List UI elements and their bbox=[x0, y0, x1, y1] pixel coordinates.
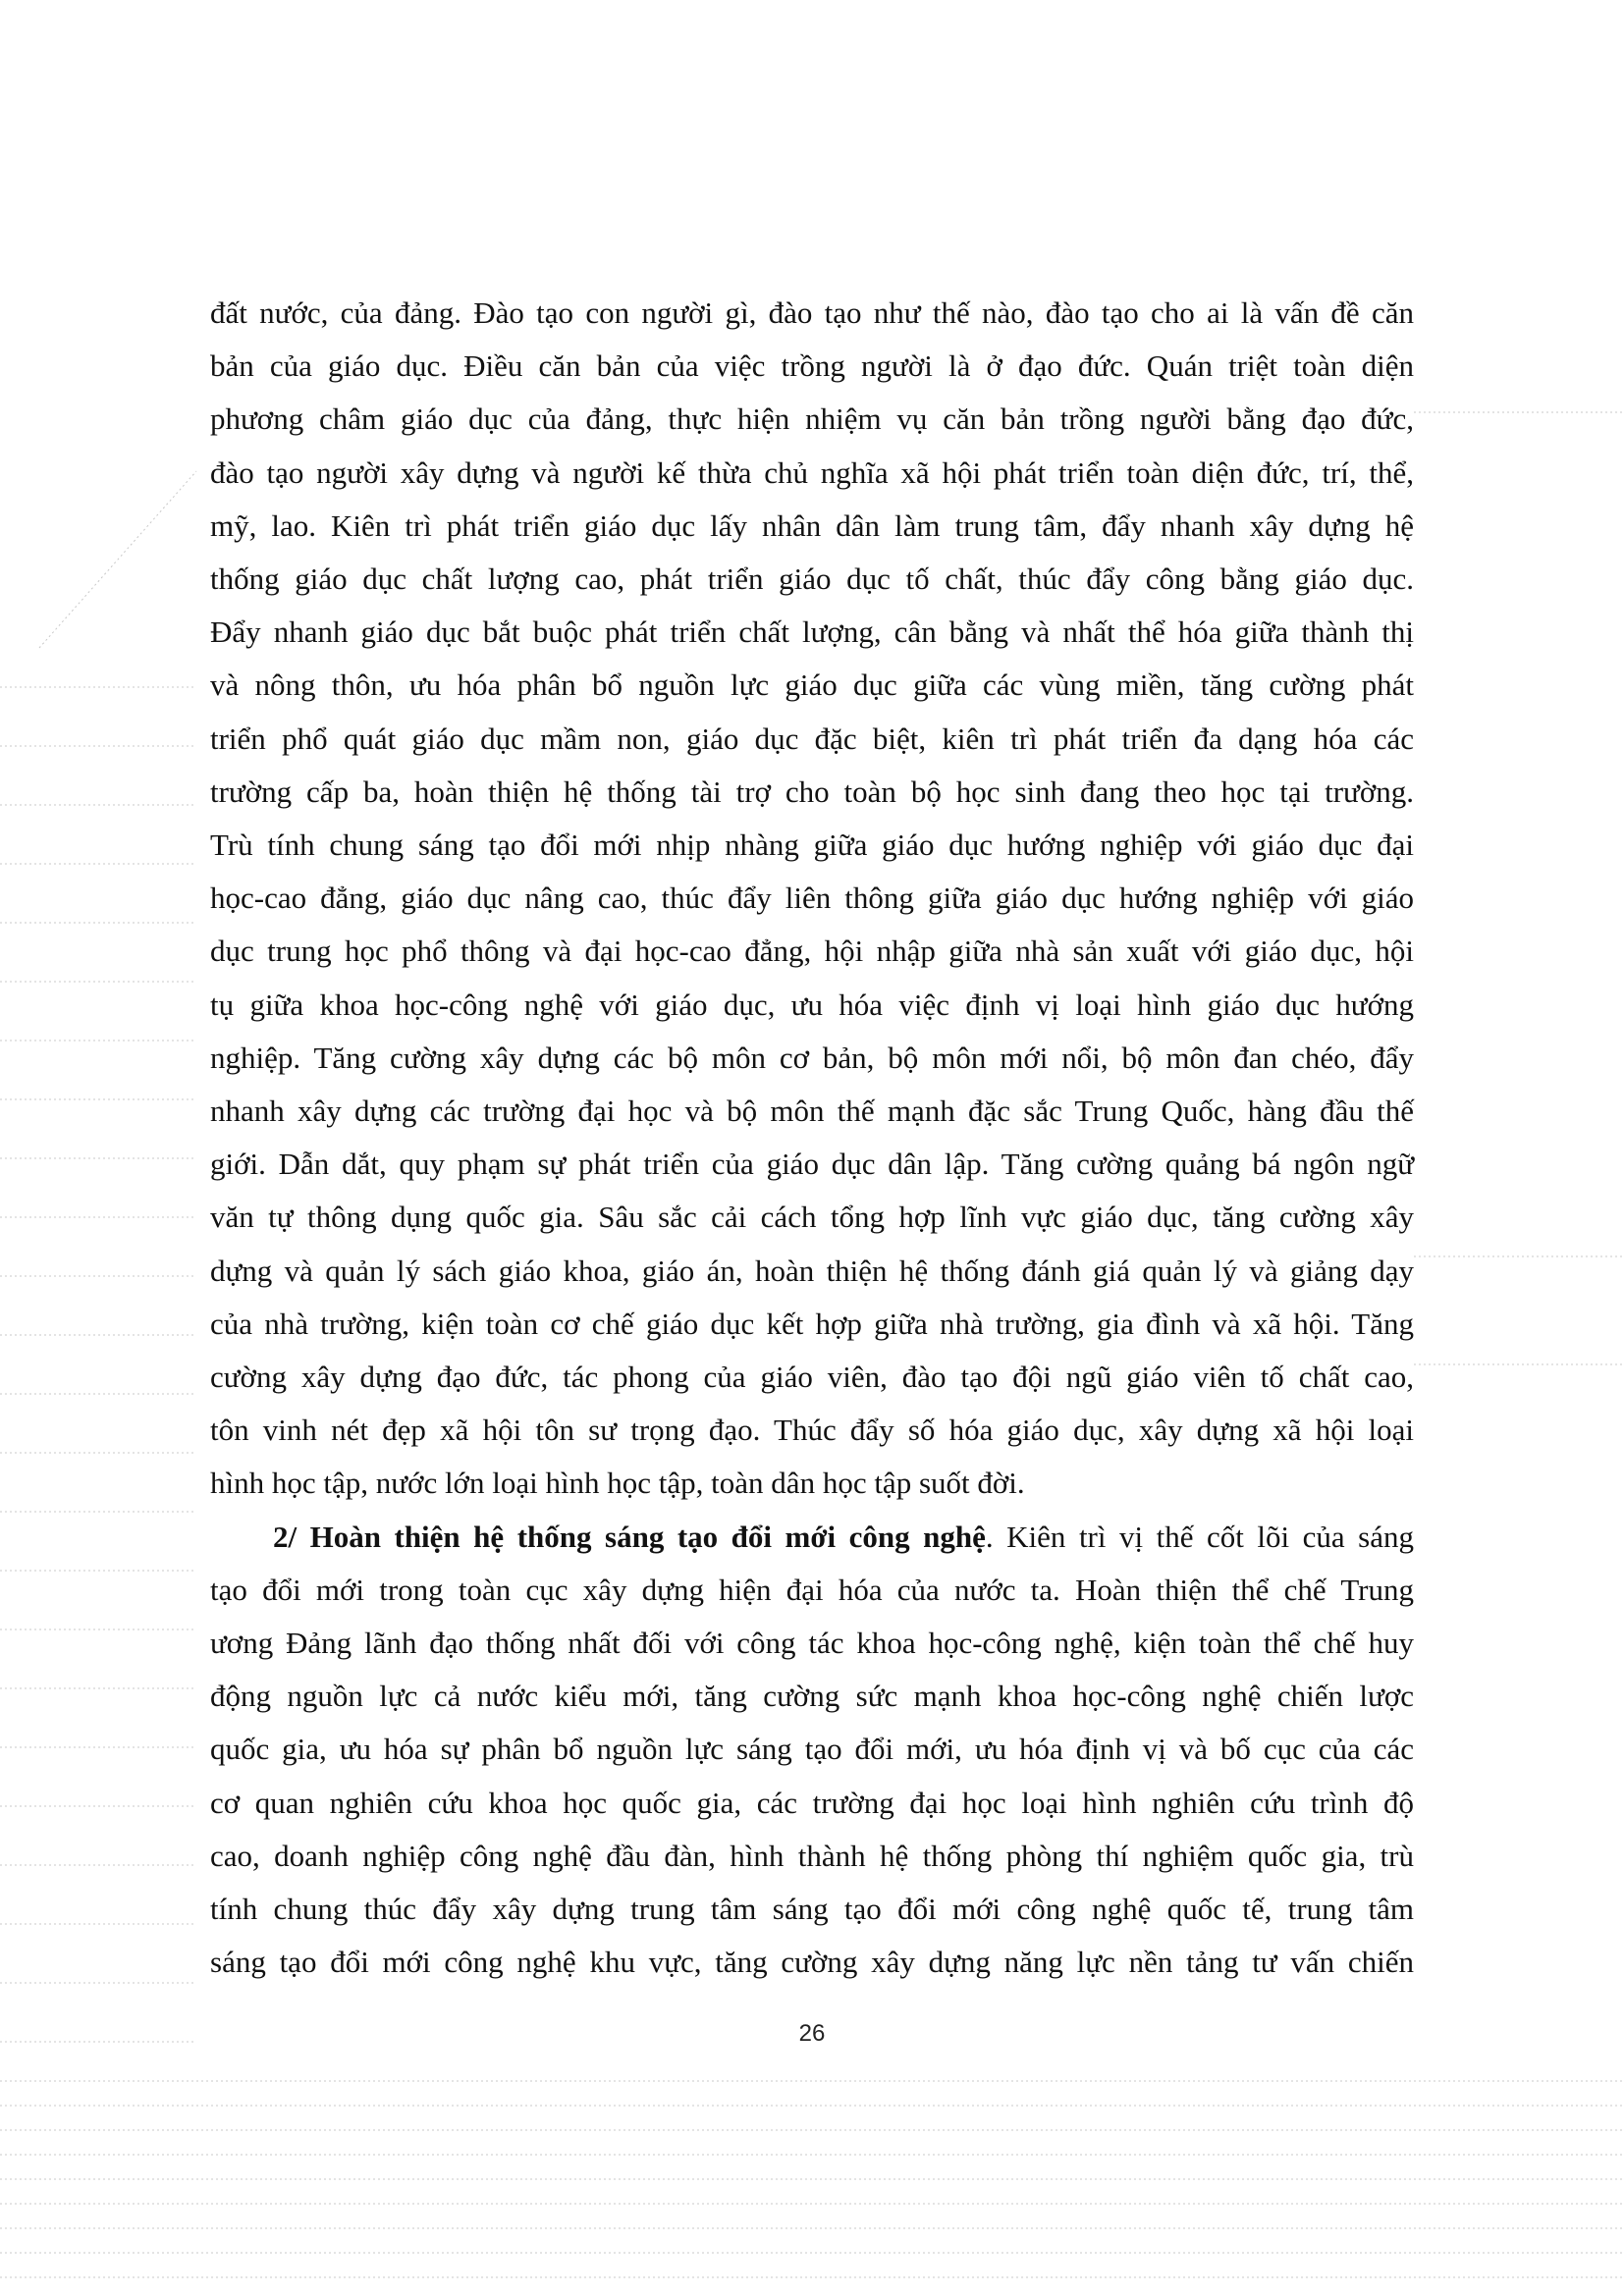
text-line: và nông thôn, ưu hóa phân bổ nguồn lực giáo dục giữa các vùng miền, tăng cường phát bbox=[210, 667, 1414, 703]
text-line: trường cấp ba, hoàn thiện hệ thống tài trợ cho toàn bộ học sinh đang theo học tại trường. bbox=[210, 774, 1414, 809]
text-line: mỹ, lao. Kiên trì phát triển giáo dục lấy nhân dân làm trung tâm, đẩy nhanh xây dựng hệ bbox=[210, 507, 1414, 543]
document-body bbox=[210, 287, 1414, 1990]
text-line: tạo đổi mới trong toàn cục xây dựng hiện đại hóa của nước ta. Hoàn thiện thể chế Trung bbox=[210, 1572, 1414, 1607]
text-line: Trù tính chung sáng tạo đổi mới nhịp nhàng giữa giáo dục hướng nghiệp với giáo dục đại bbox=[210, 828, 1414, 863]
text-line: đào tạo người xây dựng và người kế thừa chủ nghĩa xã hội phát triển toàn diện đức, trí, thể, bbox=[210, 454, 1414, 490]
text-line: cường xây dựng đạo đức, tác phong của giáo viên, đào tạo đội ngũ giáo viên tố chất cao, bbox=[210, 1360, 1414, 1395]
text-line: của nhà trường, kiện toàn cơ chế giáo dục kết hợp giữa nhà trường, gia đình và xã hội. Tăng bbox=[210, 1306, 1414, 1341]
text-line: giới. Dẫn dắt, quy phạm sự phát triển của giáo dục dân lập. Tăng cường quảng bá ngôn ngữ bbox=[210, 1147, 1414, 1182]
section-2-first-line-rest: . Kiên trì vị thế cốt lõi của sáng bbox=[985, 1519, 1414, 1554]
section-2-heading: 2/ Hoàn thiện hệ thống sáng tạo đổi mới công nghệ bbox=[273, 1519, 986, 1554]
text-line: cơ quan nghiên cứu khoa học quốc gia, các trường đại học loại hình nghiên cứu trình độ bbox=[210, 1785, 1414, 1820]
text-line: ương Đảng lãnh đạo thống nhất đối với công tác khoa học-công nghệ, kiện toàn thể chế huy bbox=[210, 1626, 1414, 1661]
text-line: nghiệp. Tăng cường xây dựng các bộ môn cơ bản, bộ môn mới nổi, bộ môn đan chéo, đẩy bbox=[210, 1040, 1414, 1075]
text-line: thống giáo dục chất lượng cao, phát triển giáo dục tố chất, thúc đẩy công bằng giáo dục. bbox=[210, 561, 1414, 597]
text-line: triển phổ quát giáo dục mầm non, giáo dục đặc biệt, kiên trì phát triển đa dạng hóa các bbox=[210, 721, 1414, 756]
text-line: cao, doanh nghiệp công nghệ đầu đàn, hình thành hệ thống phòng thí nghiệm quốc gia, trù bbox=[210, 1838, 1414, 1873]
text-line: đất nước, của đảng. Đào tạo con người gì, đào tạo như thế nào, đào tạo cho ai là vấn đề căn bbox=[210, 295, 1414, 330]
text-line: tụ giữa khoa học-công nghệ với giáo dục, ưu hóa việc định vị loại hình giáo dục hướng bbox=[210, 987, 1414, 1022]
text-line: dựng và quản lý sách giáo khoa, giáo án, hoàn thiện hệ thống đánh giá quản lý và giảng dạy bbox=[210, 1253, 1414, 1288]
page-number: 26 bbox=[798, 2020, 826, 2047]
text-line: phương châm giáo dục của đảng, thực hiện nhiệm vụ căn bản trồng người bằng đạo đức, bbox=[210, 401, 1414, 437]
text-line: bản của giáo dục. Điều căn bản của việc trồng người là ở đạo đức. Quán triệt toàn diện bbox=[210, 348, 1414, 384]
text-line: hình học tập, nước lớn loại hình học tập, toàn dân học tập suốt đời. bbox=[210, 1466, 1025, 1501]
paragraph-education bbox=[210, 287, 1414, 1990]
text-line: động nguồn lực cả nước kiểu mới, tăng cường sức mạnh khoa học-công nghệ chiến lược bbox=[210, 1679, 1414, 1714]
text-line: quốc gia, ưu hóa sự phân bổ nguồn lực sáng tạo đổi mới, ưu hóa định vị và bố cục của các bbox=[210, 1732, 1414, 1767]
text-line: sáng tạo đổi mới công nghệ khu vực, tăng cường xây dựng năng lực nền tảng tư vấn chiến bbox=[210, 1945, 1414, 1980]
text-line: Đẩy nhanh giáo dục bắt buộc phát triển chất lượng, cân bằng và nhất thể hóa giữa thành thị bbox=[210, 614, 1414, 650]
text-line: tôn vinh nét đẹp xã hội tôn sư trọng đạo. Thúc đẩy số hóa giáo dục, xây dựng xã hội loại bbox=[210, 1413, 1414, 1448]
text-line: tính chung thúc đẩy xây dựng trung tâm sáng tạo đổi mới công nghệ quốc tế, trung tâm bbox=[210, 1892, 1414, 1927]
text-line: nhanh xây dựng các trường đại học và bộ môn thế mạnh đặc sắc Trung Quốc, hàng đầu thế bbox=[210, 1094, 1414, 1129]
text-line: văn tự thông dụng quốc gia. Sâu sắc cải cách tổng hợp lĩnh vực giáo dục, tăng cường xây bbox=[210, 1200, 1414, 1235]
section-2-first-line bbox=[210, 1511, 1414, 1564]
text-line: dục trung học phổ thông và đại học-cao đẳng, hội nhập giữa nhà sản xuất với giáo dục, hội bbox=[210, 934, 1414, 969]
text-line: học-cao đẳng, giáo dục nâng cao, thúc đẩy liên thông giữa giáo dục hướng nghiệp với giáo bbox=[210, 881, 1414, 916]
